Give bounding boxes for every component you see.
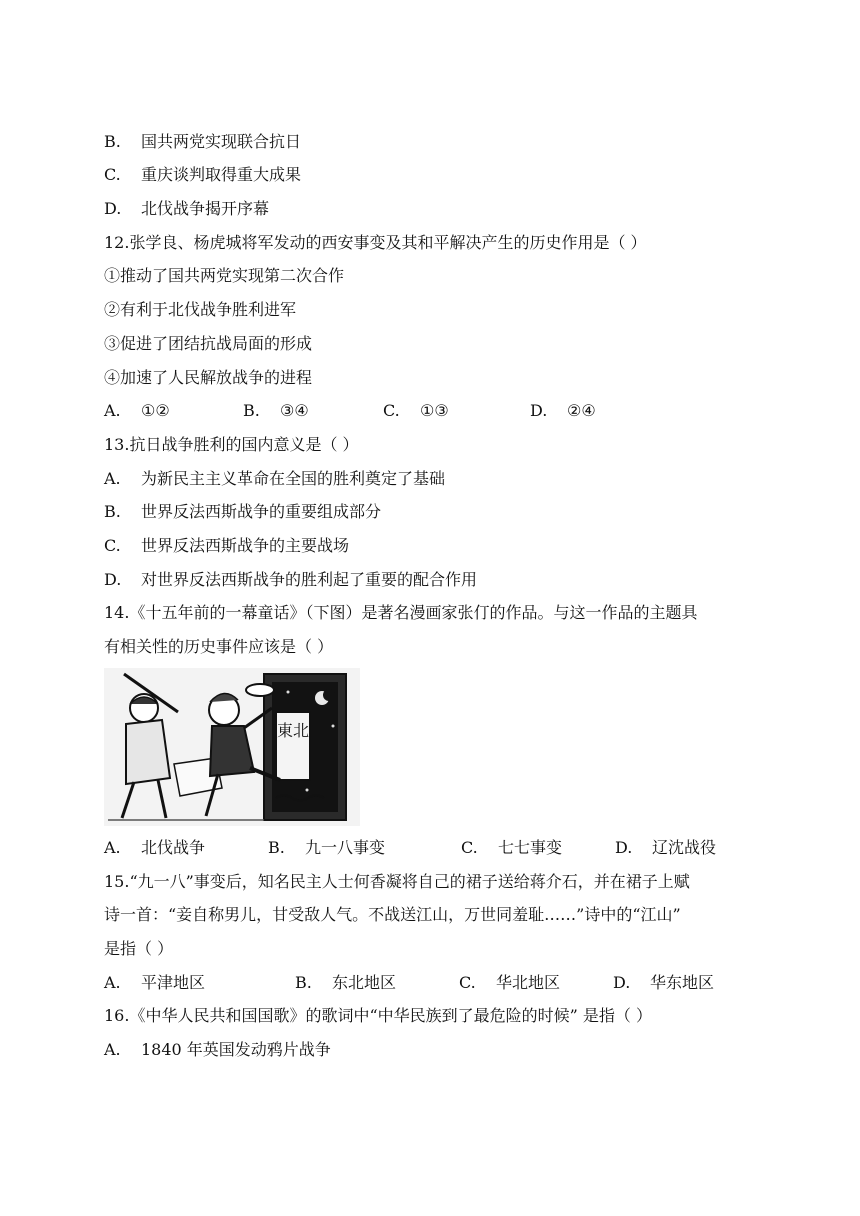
option-label: A. [104,401,121,420]
option-text: 北伐战争 [141,838,206,857]
option-text: 东北地区 [332,973,397,992]
q13-stem: 13.抗日战争胜利的国内意义是（ ） [104,435,359,454]
option-label: B. [243,401,260,420]
option-label: C. [104,536,121,555]
q13-option-d [104,570,477,590]
option-text: 国共两党实现联合抗日 [141,132,302,151]
option-text: ③④ [280,401,309,420]
q12-item-4: ④加速了人民解放战争的进程 [104,368,313,387]
q14-options [104,838,716,858]
q15-options [104,973,714,993]
option-label: B. [104,132,121,151]
q13-option-a [104,469,445,489]
option-label: C. [459,973,476,992]
q11-option-c [104,165,301,185]
option-label: C. [383,401,400,420]
option-text: 重庆谈判取得重大成果 [141,165,302,184]
option-label: A. [104,973,121,992]
option-label: B. [268,838,285,857]
option-label: D. [613,973,631,992]
option-text: ①③ [420,401,449,420]
option-label: A. [104,469,121,488]
option-text: 华东地区 [650,973,715,992]
q14-stem-line-2: 有相关性的历史事件应该是（ ） [104,637,334,656]
option-text: 七七事变 [498,838,563,857]
option-label: D. [104,570,122,589]
option-label: D. [530,401,548,420]
cartoon-image [104,668,360,826]
q16-stem: 16.《中华人民共和国国歌》的歌词中“中华民族到了最危险的时候” 是指（ ） [104,1006,652,1025]
q15-stem-line-1: 15.“九一八”事变后，知名民主人士何香凝将自己的裙子送给蒋介石，并在裙子上赋 [104,872,690,891]
q15-stem-line-2: 诗一首：“妾自称男儿，甘受敌人气。不战送江山，万世同羞耻……”诗中的“江山” [104,905,681,924]
option-text: 平津地区 [141,973,206,992]
q15-stem-line-3: 是指（ ） [104,939,174,958]
option-text: 九一八事变 [305,838,386,857]
door-sign-text: 東北 [276,721,310,740]
q12-options [104,401,596,421]
option-text: 世界反法西斯战争的重要组成部分 [141,502,382,521]
option-text: 为新民主主义革命在全国的胜利奠定了基础 [141,469,446,488]
option-label: D. [104,199,122,218]
option-label: C. [104,165,121,184]
option-text: 北伐战争揭开序幕 [141,199,270,218]
q12-item-2: ②有利于北伐战争胜利进军 [104,300,297,319]
option-text: 世界反法西斯战争的主要战场 [141,536,350,555]
option-text: 华北地区 [496,973,561,992]
q12-item-3: ③促进了团结抗战局面的形成 [104,334,313,353]
q12-item-1: ①推动了国共两党实现第二次合作 [104,266,345,285]
option-text: ②④ [567,401,596,420]
option-text: 对世界反法西斯战争的胜利起了重要的配合作用 [141,570,478,589]
option-label: A. [104,838,121,857]
option-label: A. [104,1040,121,1059]
q16-option-a [104,1040,331,1060]
option-text: 辽沈战役 [652,838,717,857]
option-label: B. [104,502,121,521]
option-text: ①② [141,401,170,420]
option-text: 1840 年英国发动鸦片战争 [141,1040,331,1059]
option-label: B. [295,973,312,992]
option-label: C. [461,838,478,857]
q14-stem-line-1: 14.《十五年前的一幕童话》（下图）是著名漫画家张仃的作品。与这一作品的主题具 [104,603,698,622]
q12-stem: 12.张学良、杨虎城将军发动的西安事变及其和平解决产生的历史作用是（ ） [104,233,647,252]
option-label: D. [615,838,633,857]
q11-option-b [104,132,301,152]
q13-option-b [104,502,381,522]
q13-option-c [104,536,349,556]
q11-option-d [104,199,269,219]
